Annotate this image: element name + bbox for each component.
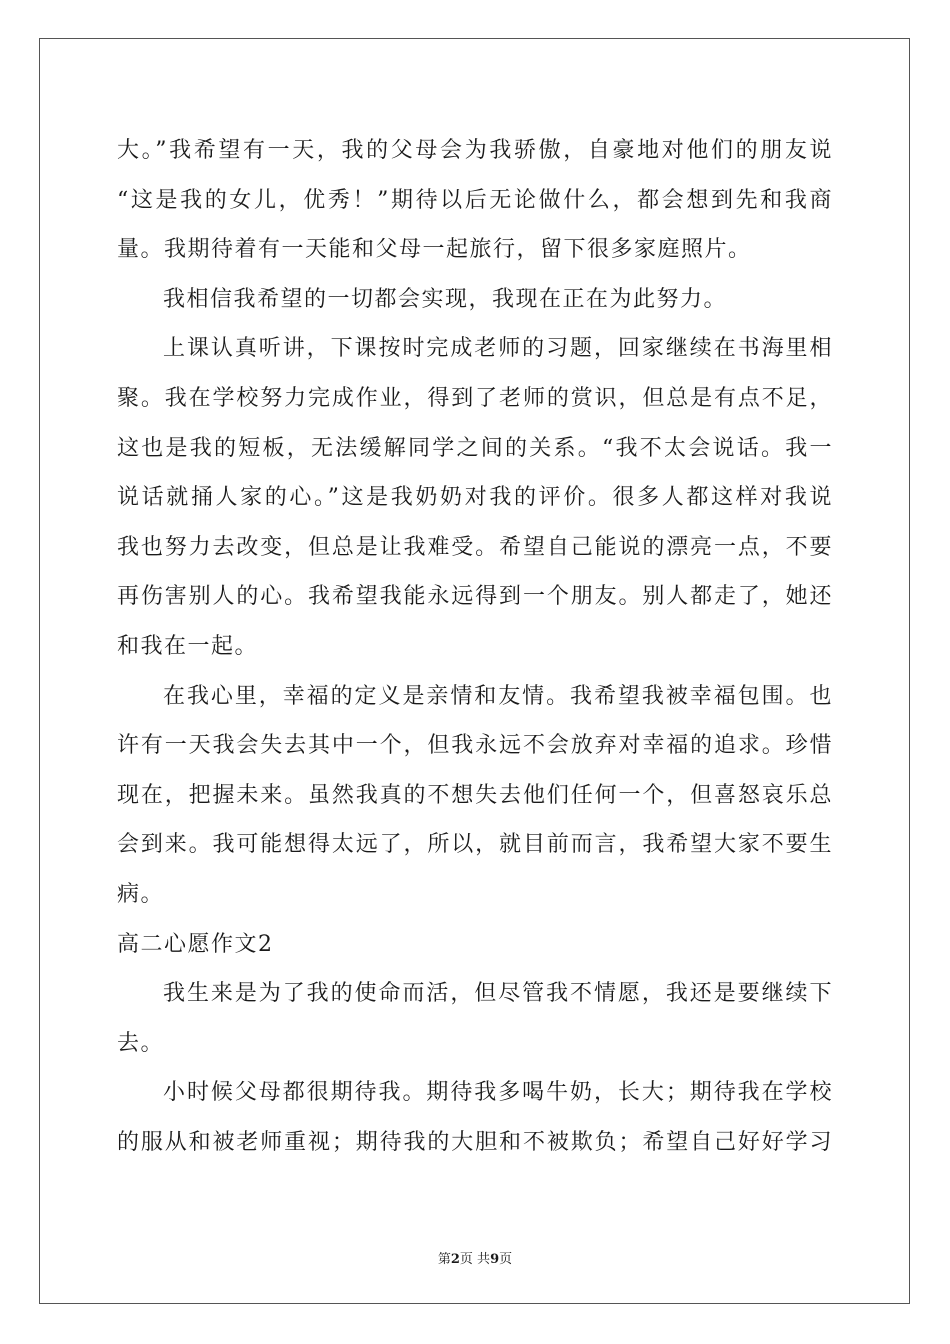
text-line: 聚。我在学校努力完成作业，得到了老师的赏识，但总是有点不足， (117, 385, 833, 411)
text-line: 去。 (117, 1030, 165, 1056)
text-line: “这是我的女儿，优秀！”期待以后无论做什么，都会想到先和我商 (117, 187, 833, 213)
text-line: 我也努力去改变，但总是让我难受。希望自己能说的漂亮一点，不要 (117, 534, 833, 560)
section-heading: 高二心愿作文2 (117, 931, 274, 957)
text-line: 和我在一起。 (117, 633, 259, 659)
text-line: 现在，把握未来。虽然我真的不想失去他们任何一个，但喜怒哀乐总 (117, 782, 833, 808)
text-line: 的服从和被老师重视；期待我的大胆和不被欺负；希望自己好好学习 (117, 1129, 833, 1155)
text-line: 量。我期待着有一天能和父母一起旅行，留下很多家庭照片。 (117, 237, 752, 263)
document-body (117, 126, 833, 1167)
text-line: 会到来。我可能想得太远了，所以，就目前而言，我希望大家不要生 (117, 832, 833, 858)
paragraph-start: 小时候父母都很期待我。期待我多喝牛奶，长大；期待我在学校 (163, 1080, 833, 1106)
text-line: 许有一天我会失去其中一个，但我永远不会放弃对幸福的追求。珍惜 (117, 733, 833, 759)
footer-mid: 页 共 (459, 1252, 491, 1267)
total-page-number: 9 (490, 1252, 500, 1267)
paragraph-start: 上课认真听讲，下课按时完成老师的习题，回家继续在书海里相 (163, 336, 833, 362)
paragraph-start: 在我心里，幸福的定义是亲情和友情。我希望我被幸福包围。也 (163, 683, 833, 709)
text-line: 大。”我希望有一天，我的父母会为我骄傲，自豪地对他们的朋友说 (117, 138, 833, 163)
current-page-number: 2 (450, 1252, 460, 1267)
footer-prefix: 第 (437, 1252, 451, 1267)
text-line: 再伤害别人的心。我希望我能永远得到一个朋友。别人都走了，她还 (117, 584, 833, 610)
text-line: 说话就捅人家的心。”这是我奶奶对我的评价。很多人都这样对我说 (117, 485, 833, 511)
paragraph-start: 我相信我希望的一切都会实现，我现在正在为此努力。 (163, 286, 728, 312)
footer-suffix: 页 (499, 1252, 513, 1267)
paragraph-start: 我生来是为了我的使命而活，但尽管我不情愿，我还是要继续下 (163, 981, 833, 1007)
text-line: 病。 (117, 881, 165, 907)
text-line: 这也是我的短板，无法缓解同学之间的关系。“我不太会说话。我一 (117, 435, 833, 461)
page-footer (0, 1248, 950, 1267)
